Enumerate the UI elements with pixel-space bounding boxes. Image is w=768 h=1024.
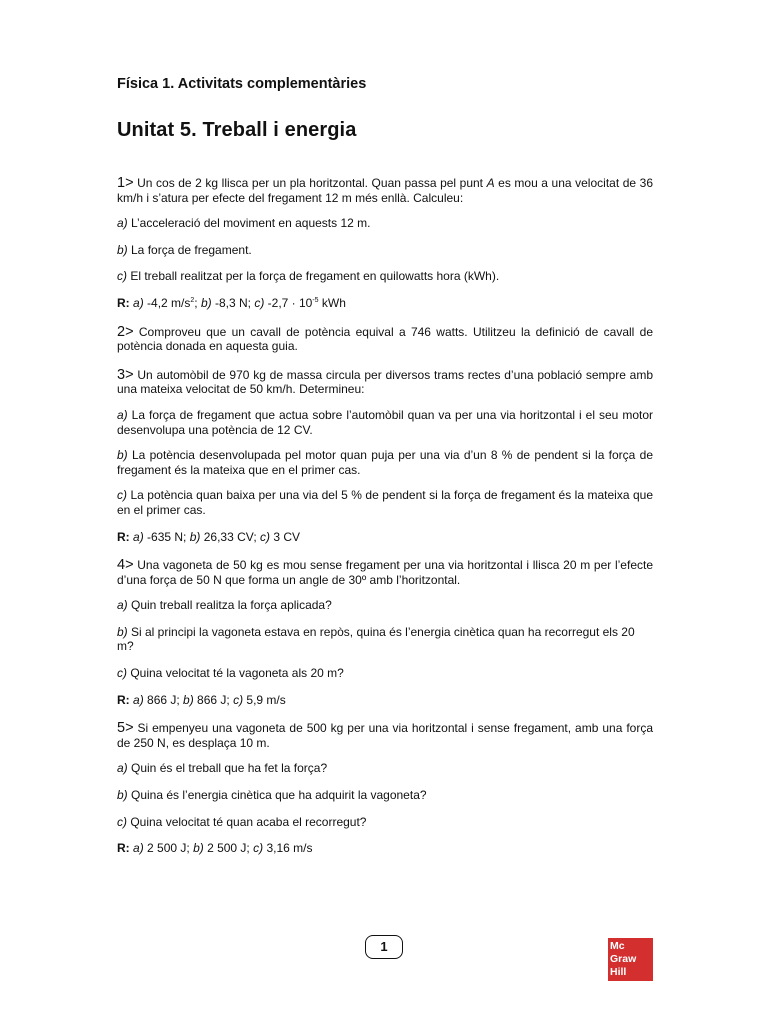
exercise-5-answer: R: a) 2 500 J; b) 2 500 J; c) 3,16 m/s: [117, 841, 313, 856]
mcgraw-hill-logo: Mc Graw Hill: [608, 938, 653, 981]
exercise-3-answer: R: a) -635 N; b) 26,33 CV; c) 3 CV: [117, 529, 300, 544]
exercise-5-part-a: a) Quin és el treball que ha fet la força?: [117, 761, 328, 776]
exercise-3-part-a: a) La força de fregament que actua sobre l’automòbil quan va per una via horitzontal i el seu motor desenvolupa una potència de 12 CV.: [117, 407, 653, 437]
exercise-number: 5>: [117, 720, 134, 737]
exercise-number: 2>: [117, 323, 134, 340]
exercise-5-part-b: b) Quina és l’energia cinètica que ha adquirit la vagoneta?: [117, 788, 427, 803]
exercise-3-part-c: c) La potència quan baixa per una via del 5 % de pendent si la força de fregament és la mateixa que en el primer cas.: [117, 488, 653, 517]
exercise-list: [117, 176, 653, 856]
exercise-1-part-c: c) El treball realitzat per la força de fregament en quilowatts hora (kWh).: [117, 269, 500, 284]
exercise-4-part-b: b) Si al principi la vagoneta estava en repòs, quina és l’energia cinètica quan ha recorregut els 20 m?: [117, 624, 635, 654]
document-header: Física 1. Activitats complementàries: [117, 76, 367, 92]
page-number: 1: [365, 935, 403, 959]
exercise-5-statement: 5> Si empenyeu una vagoneta de 500 kg per una via horitzontal i sense fregament, amb una força de 250 N, es desplaça 10 m.: [117, 720, 653, 750]
exercise-3-part-b: b) La potència desenvolupada pel motor quan puja per una via d’un 8 % de pendent si la força de fregament és la mateixa que en el primer cas.: [117, 448, 653, 477]
exercise-1-statement: 1> Un cos de 2 kg llisca per un pla horitzontal. Quan passa pel punt A es mou a una velocitat de 36 km/h i s’atura per efecte del fregament 12 m més enllà. Calculeu:: [117, 175, 653, 205]
exercise-number: 4>: [117, 557, 134, 574]
page-title: Unitat 5. Treball i energia: [117, 119, 357, 141]
exercise-3-statement: 3> Un automòbil de 970 kg de massa circula per diversos trams rectes d’una població sempre amb una mateixa velocitat de 50 km/h. Determineu:: [117, 366, 653, 397]
exercise-number: 3>: [117, 366, 134, 383]
exercise-4-part-a: a) Quin treball realitza la força aplicada?: [117, 598, 332, 613]
exercise-4-answer: R: a) 866 J; b) 866 J; c) 5,9 m/s: [117, 692, 286, 707]
exercise-5-part-c: c) Quina velocitat té quan acaba el recorregut?: [117, 814, 367, 829]
exercise-4-part-c: c) Quina velocitat té la vagoneta als 20 m?: [117, 666, 344, 681]
exercise-1-answer: R: a) -4,2 $m/s^2$; b) -8,3 N; c) $-2,7 \cdot 10^{-5}$ kWh: [117, 295, 346, 310]
exercise-4-statement: 4> Una vagoneta de 50 kg es mou sense fregament per una via horitzontal i llisca 20 m per l’efecte d’una força de 50 N que forma un angle de 30º amb l’horitzontal.: [117, 557, 653, 587]
exercise-2-statement: 2> Comproveu que un cavall de potència equival a 746 watts. Utilitzeu la definició de cavall de potència donada en aquesta guia.: [117, 323, 653, 354]
exercise-number: 1>: [117, 175, 134, 191]
exercise-1-part-a: a) L’acceleració del moviment en aquests 12 m.: [117, 216, 371, 231]
exercise-1-part-b: b) La força de fregament.: [117, 242, 252, 257]
